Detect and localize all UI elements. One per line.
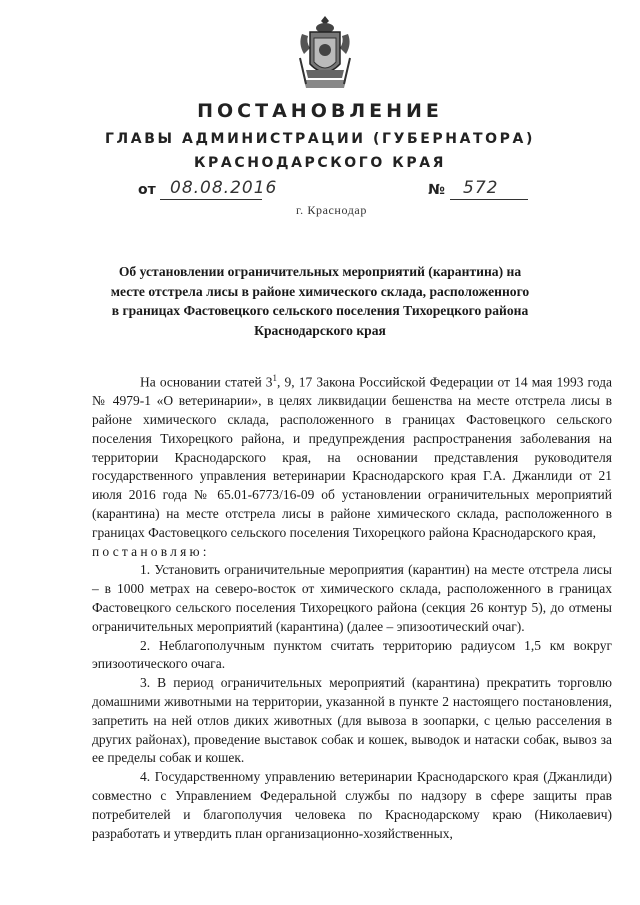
date-prefix: от <box>138 182 156 198</box>
city-label: г. Краснодар <box>296 203 367 217</box>
intro-superscript: 1 <box>272 373 278 383</box>
item-1: 1. Установить ограничительные мероприятия (карантин) на месте отстрела лисы – в 1000 метрах на северо-восток от химического склада, расположенного в границах Фастовецкого сельского поселения Тихорецкого района (секция 26 контур 5), до отмены ограничительных мероприятий (карантина) (далее – эпизоотический очаг). <box>92 562 612 634</box>
intro-paragraph <box>92 369 612 543</box>
decree-word: постановляю: <box>92 543 210 559</box>
number-value: 572 <box>463 178 499 198</box>
date-value: 08.08.2016 <box>170 178 278 198</box>
number-underline <box>450 199 528 200</box>
item-4: 4. Государственному управлению ветеринарии Краснодарского края (Джанлиди) совместно с Управлением Федеральной службы по надзору в сфере защиты прав потребителей и благополучия человека по Краснодарскому краю (Николаевич) разработать и утвердить план организационно-хозяйственных, <box>92 769 612 841</box>
intro-text-rest: , 9, 17 Закона Российской Федерации от 14 мая 1993 года № 4979-1 «О ветеринарии», в целях ликвидации бешенства на месте отстрела лисы в районе химического склада, расположенного в границах Фастовецкого сельского поселения Тихорецкого района, и предупреждения распространения заболевания на территории Краснодарского края, на основании представления руководителя государственного управления ветеринарии Краснодарского края Г.А. Джанлиди от 21 июля 2016 года № 65.01-6773/16-09 об установлении ограничительных мероприятий (карантина) на месте отстрела лисы в районе химического склада, расположенного в границах Фастовецкого сельского поселения Тихорецкого района Краснодарского края, <box>92 374 612 540</box>
coat-of-arms-emblem <box>296 14 354 94</box>
document-body <box>92 369 612 843</box>
issuer-line-1: ГЛАВЫ АДМИНИСТРАЦИИ (ГУБЕРНАТОРА) <box>105 131 535 147</box>
intro-text-start: На основании статей 3 <box>140 374 273 390</box>
item-3: 3. В период ограничительных мероприятий (карантина) прекратить торговлю домашними животными на территории, указанной в пункте 2 настоящего постановления, запретить на ней отлов диких животных (для вывоза в зоопарки, с целью расселения в других районах), проведение выставок собак и кошек, выводок и натаски собак, вывоз за ее пределы собак и кошек. <box>92 675 612 766</box>
issuer-line-2: КРАСНОДАРСКОГО КРАЯ <box>193 155 447 171</box>
document-heading: Об установлении ограничительных мероприятий (карантина) на месте отстрела лисы в районе химического склада, расположенного в границах Фастовецкого сельского поселения Тихорецкого района Краснодарского края <box>110 264 530 338</box>
number-prefix: № <box>428 182 445 198</box>
document-type-title: ПОСТАНОВЛЕНИЕ <box>197 100 443 122</box>
date-underline <box>160 199 262 200</box>
item-2: 2. Неблагополучным пунктом считать территорию радиусом 1,5 км вокруг эпизоотического очага. <box>92 637 612 672</box>
